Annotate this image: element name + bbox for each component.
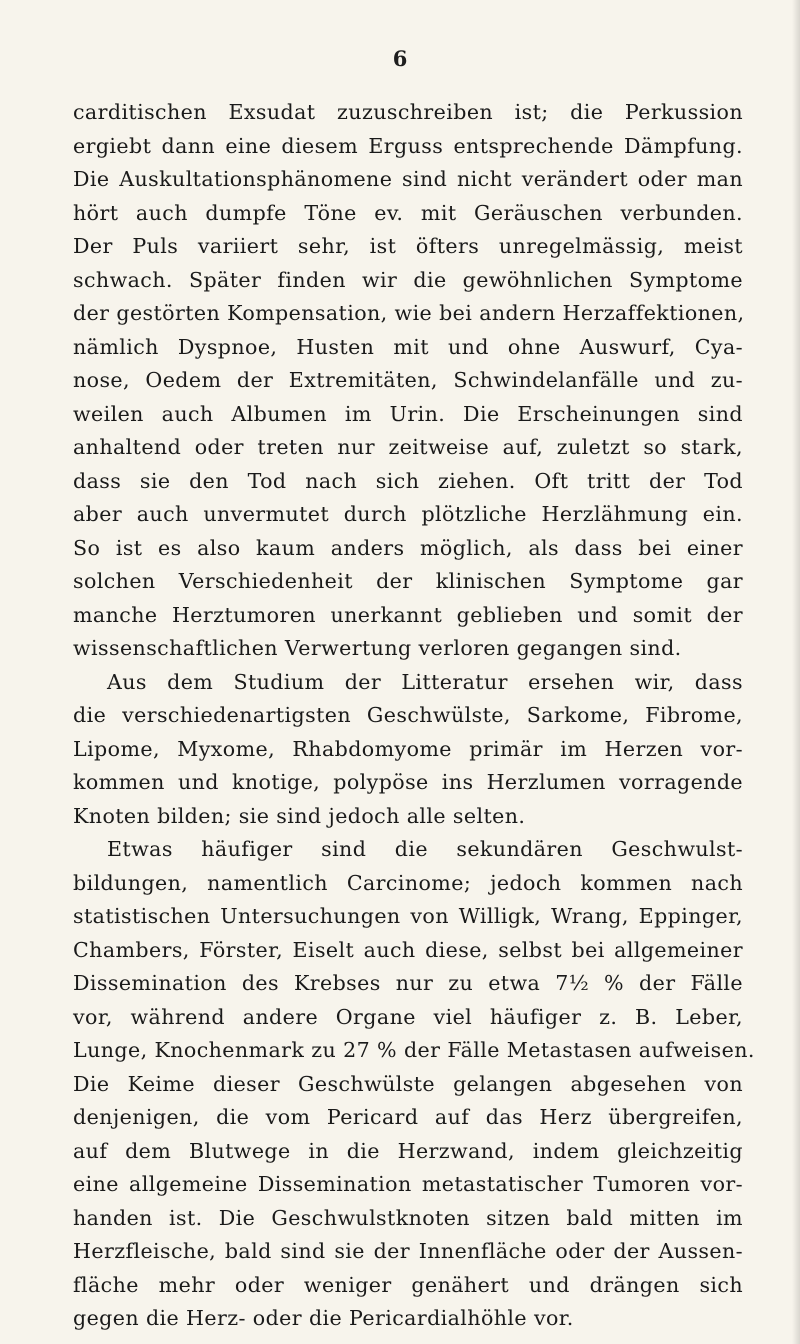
text-line: aber auch unvermutet durch plötzliche Herzlähmung ein. bbox=[73, 502, 743, 526]
text-line: nose, Oedem der Extremitäten, Schwindelanfälle und zu- bbox=[73, 368, 743, 392]
text-line: Die Auskultationsphänomene sind nicht verändert oder man bbox=[73, 167, 743, 191]
text-line: schwach. Später finden wir die gewöhnlichen Symptome bbox=[73, 267, 743, 292]
text-line: denjenigen, die vom Pericard auf das Herz übergreifen, bbox=[73, 1105, 743, 1129]
text-line: ergiebt dann eine diesem Erguss entsprechende Dämpfung. bbox=[73, 133, 743, 158]
text-line: Lunge, Knochenmark zu 27 % der Fälle Metastasen aufweisen. bbox=[73, 1038, 755, 1062]
text-line: auf dem Blutwege in die Herzwand, indem gleichzeitig bbox=[73, 1138, 743, 1163]
text-line: solchen Verschiedenheit der klinischen Symptome gar bbox=[73, 569, 743, 593]
text-line: wissenschaftlichen Verwertung verloren gegangen sind. bbox=[73, 636, 682, 660]
text-line: weilen auch Albumen im Urin. Die Erscheinungen sind bbox=[73, 401, 743, 426]
text-line: handen ist. Die Geschwulstknoten sitzen bald mitten im bbox=[73, 1205, 743, 1230]
text-line: Chambers, Förster, Eiselt auch diese, selbst bei allgemeiner bbox=[73, 937, 743, 962]
text-line: manche Herztumoren unerkannt geblieben und somit der bbox=[73, 602, 743, 627]
text-line: Knoten bilden; sie sind jedoch alle selten. bbox=[73, 803, 526, 828]
text-line: gegen die Herz- oder die Pericardialhöhle vor. bbox=[73, 1306, 574, 1330]
text-line: eine allgemeine Dissemination metastatischer Tumoren vor- bbox=[73, 1172, 743, 1196]
text-line: Herzfleische, bald sind sie der Innenfläche oder der Aussen- bbox=[73, 1239, 743, 1263]
text-line: Aus dem Studium der Litteratur ersehen wir, dass bbox=[107, 669, 743, 694]
text-line: bildungen, namentlich Carcinome; jedoch kommen nach bbox=[73, 870, 743, 895]
body-text bbox=[73, 96, 755, 1336]
text-line: fläche mehr oder weniger genähert und drängen sich bbox=[73, 1272, 743, 1297]
text-line: Die Keime dieser Geschwülste gelangen abgesehen von bbox=[73, 1071, 743, 1096]
text-line: anhaltend oder treten nur zeitweise auf, zuletzt so stark, bbox=[73, 435, 743, 459]
text-line: So ist es also kaum anders möglich, als dass bei einer bbox=[73, 535, 743, 560]
text-line: kommen und knotige, polypöse ins Herzlumen vorragende bbox=[73, 770, 743, 794]
text-line: statistischen Untersuchungen von Willigk, Wrang, Eppinger, bbox=[73, 904, 743, 928]
text-line: vor, während andere Organe viel häufiger z. B. Leber, bbox=[73, 1004, 743, 1029]
text-line: dass sie den Tod nach sich ziehen. Oft tritt der Tod bbox=[73, 468, 743, 493]
text-line: hört auch dumpfe Töne ev. mit Geräuschen verbunden. bbox=[73, 200, 743, 225]
text-line: Lipome, Myxome, Rhabdomyome primär im Herzen vor- bbox=[73, 736, 743, 761]
text-line: Der Puls variiert sehr, ist öfters unregelmässig, meist bbox=[73, 234, 743, 258]
text-line: Dissemination des Krebses nur zu etwa 7½ % der Fälle bbox=[73, 971, 743, 995]
text-line: Etwas häufiger sind die sekundären Geschwulst- bbox=[107, 837, 743, 861]
page-edge-shadow bbox=[792, 0, 800, 1344]
page-number: 6 bbox=[392, 46, 408, 71]
text-line: carditischen Exsudat zuzuschreiben ist; die Perkussion bbox=[73, 100, 743, 124]
text-line: die verschiedenartigsten Geschwülste, Sarkome, Fibrome, bbox=[73, 703, 743, 727]
text-line: der gestörten Kompensation, wie bei andern Herzaffektionen, bbox=[73, 301, 745, 325]
text-line: nämlich Dyspnoe, Husten mit und ohne Auswurf, Cya- bbox=[73, 334, 743, 359]
